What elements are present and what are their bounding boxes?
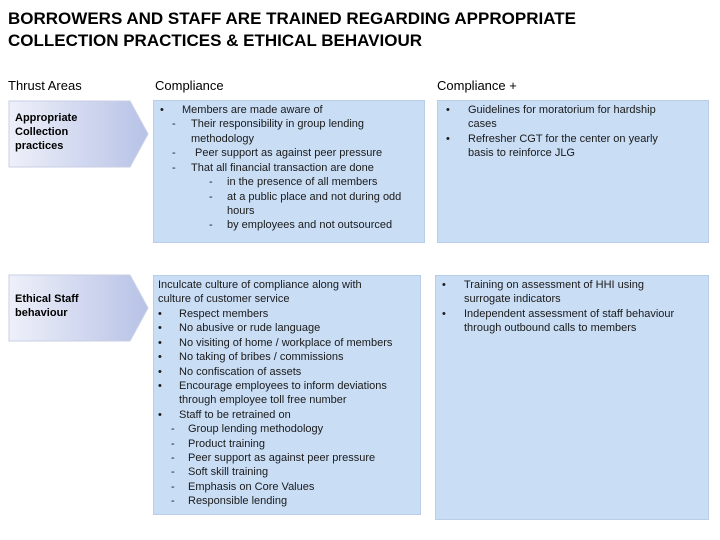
- bullet-icon: •: [158, 409, 162, 421]
- row2-compliance-line: No visiting of home / workplace of members: [179, 337, 393, 349]
- dash-icon: -: [171, 438, 175, 450]
- row1-plus-line: Guidelines for moratorium for hardship: [468, 104, 656, 116]
- bullet-icon: •: [158, 380, 162, 392]
- row2-compliance-plus-box: [435, 275, 709, 520]
- row1-compliance-line: at a public place and not during odd: [227, 191, 402, 203]
- row2-compliance-line: No taking of bribes / commissions: [179, 351, 344, 363]
- row1-compliance-line: hours: [227, 205, 255, 217]
- dash-icon: -: [171, 466, 175, 478]
- dash-icon: -: [171, 452, 175, 464]
- thrust-area-label-1: Appropriate Collection practices: [15, 112, 78, 152]
- row2-compliance-line: Encourage employees to inform deviations: [179, 380, 387, 392]
- row1-compliance-line: methodology: [191, 133, 254, 145]
- bullet-icon: •: [442, 308, 446, 320]
- bullet-icon: •: [446, 133, 450, 145]
- row1-plus-line: Refresher CGT for the center on yearly: [468, 133, 658, 145]
- row1-compliance-box: [153, 100, 425, 243]
- row2-compliance-box: [153, 275, 421, 515]
- bullet-icon: •: [446, 104, 450, 116]
- row2-compliance-line: culture of customer service: [158, 293, 290, 305]
- row2-compliance-line: No confiscation of assets: [179, 366, 302, 378]
- row2-compliance-line: Group lending methodology: [188, 423, 324, 435]
- thrust-area-arrow-1: [8, 100, 148, 168]
- row2-compliance-line: Respect members: [179, 308, 269, 320]
- title-line-2: COLLECTION PRACTICES & ETHICAL BEHAVIOUR: [8, 31, 422, 50]
- header-compliance: Compliance: [155, 78, 224, 93]
- row1-compliance-line: That all financial transaction are done: [191, 162, 374, 174]
- dash-icon: -: [172, 162, 176, 174]
- dash-icon: -: [171, 495, 175, 507]
- bullet-icon: •: [160, 104, 164, 116]
- dash-icon: -: [209, 219, 213, 231]
- title-line-1: BORROWERS AND STAFF ARE TRAINED REGARDING APPROPRIATE: [8, 9, 576, 28]
- row2-plus-line: through outbound calls to members: [464, 322, 637, 334]
- bullet-icon: •: [442, 279, 446, 291]
- row2-compliance-line: Responsible lending: [188, 495, 288, 507]
- row2-compliance-line: through employee toll free number: [179, 394, 347, 406]
- bullet-icon: •: [158, 322, 162, 334]
- row2-compliance-line: Staff to be retrained on: [179, 409, 291, 421]
- bullet-icon: •: [158, 366, 162, 378]
- row1-compliance-line: Members are made aware of: [182, 104, 323, 116]
- header-thrust-areas: Thrust Areas: [8, 78, 82, 93]
- row2-plus-line: Independent assessment of staff behaviour: [464, 308, 675, 320]
- page-title: [8, 8, 708, 52]
- header-compliance-plus: Compliance +: [437, 78, 517, 93]
- row2-compliance-line: Emphasis on Core Values: [188, 481, 315, 493]
- dash-icon: -: [172, 118, 176, 130]
- row1-plus-line: basis to reinforce JLG: [468, 147, 575, 159]
- row2-compliance-line: Product training: [188, 438, 266, 450]
- row1-compliance-line: Their responsibility in group lending: [191, 118, 365, 130]
- dash-icon: -: [209, 176, 213, 188]
- dash-icon: -: [209, 191, 213, 203]
- row2-compliance-line: Peer support as against peer pressure: [188, 452, 376, 464]
- bullet-icon: •: [158, 308, 162, 320]
- row1-compliance-plus-box: [437, 100, 709, 243]
- row2-compliance-line: Inculcate culture of compliance along with: [158, 279, 362, 291]
- bullet-icon: •: [158, 351, 162, 363]
- row1-compliance-line: Peer support as against peer pressure: [195, 147, 383, 159]
- row2-compliance-line: Soft skill training: [188, 466, 269, 478]
- bullet-icon: •: [158, 337, 162, 349]
- row1-compliance-line: in the presence of all members: [227, 176, 378, 188]
- row2-plus-line: surrogate indicators: [464, 293, 561, 305]
- dash-icon: -: [171, 481, 175, 493]
- dash-icon: -: [172, 147, 176, 159]
- row2-compliance-line: No abusive or rude language: [179, 322, 321, 334]
- dash-icon: -: [171, 423, 175, 435]
- row1-plus-line: cases: [468, 118, 497, 130]
- thrust-area-arrow-2: [8, 274, 148, 342]
- thrust-area-label-2: Ethical Staff behaviour: [15, 293, 79, 319]
- row1-compliance-line: by employees and not outsourced: [227, 219, 393, 231]
- row2-plus-line: Training on assessment of HHI using: [464, 279, 644, 291]
